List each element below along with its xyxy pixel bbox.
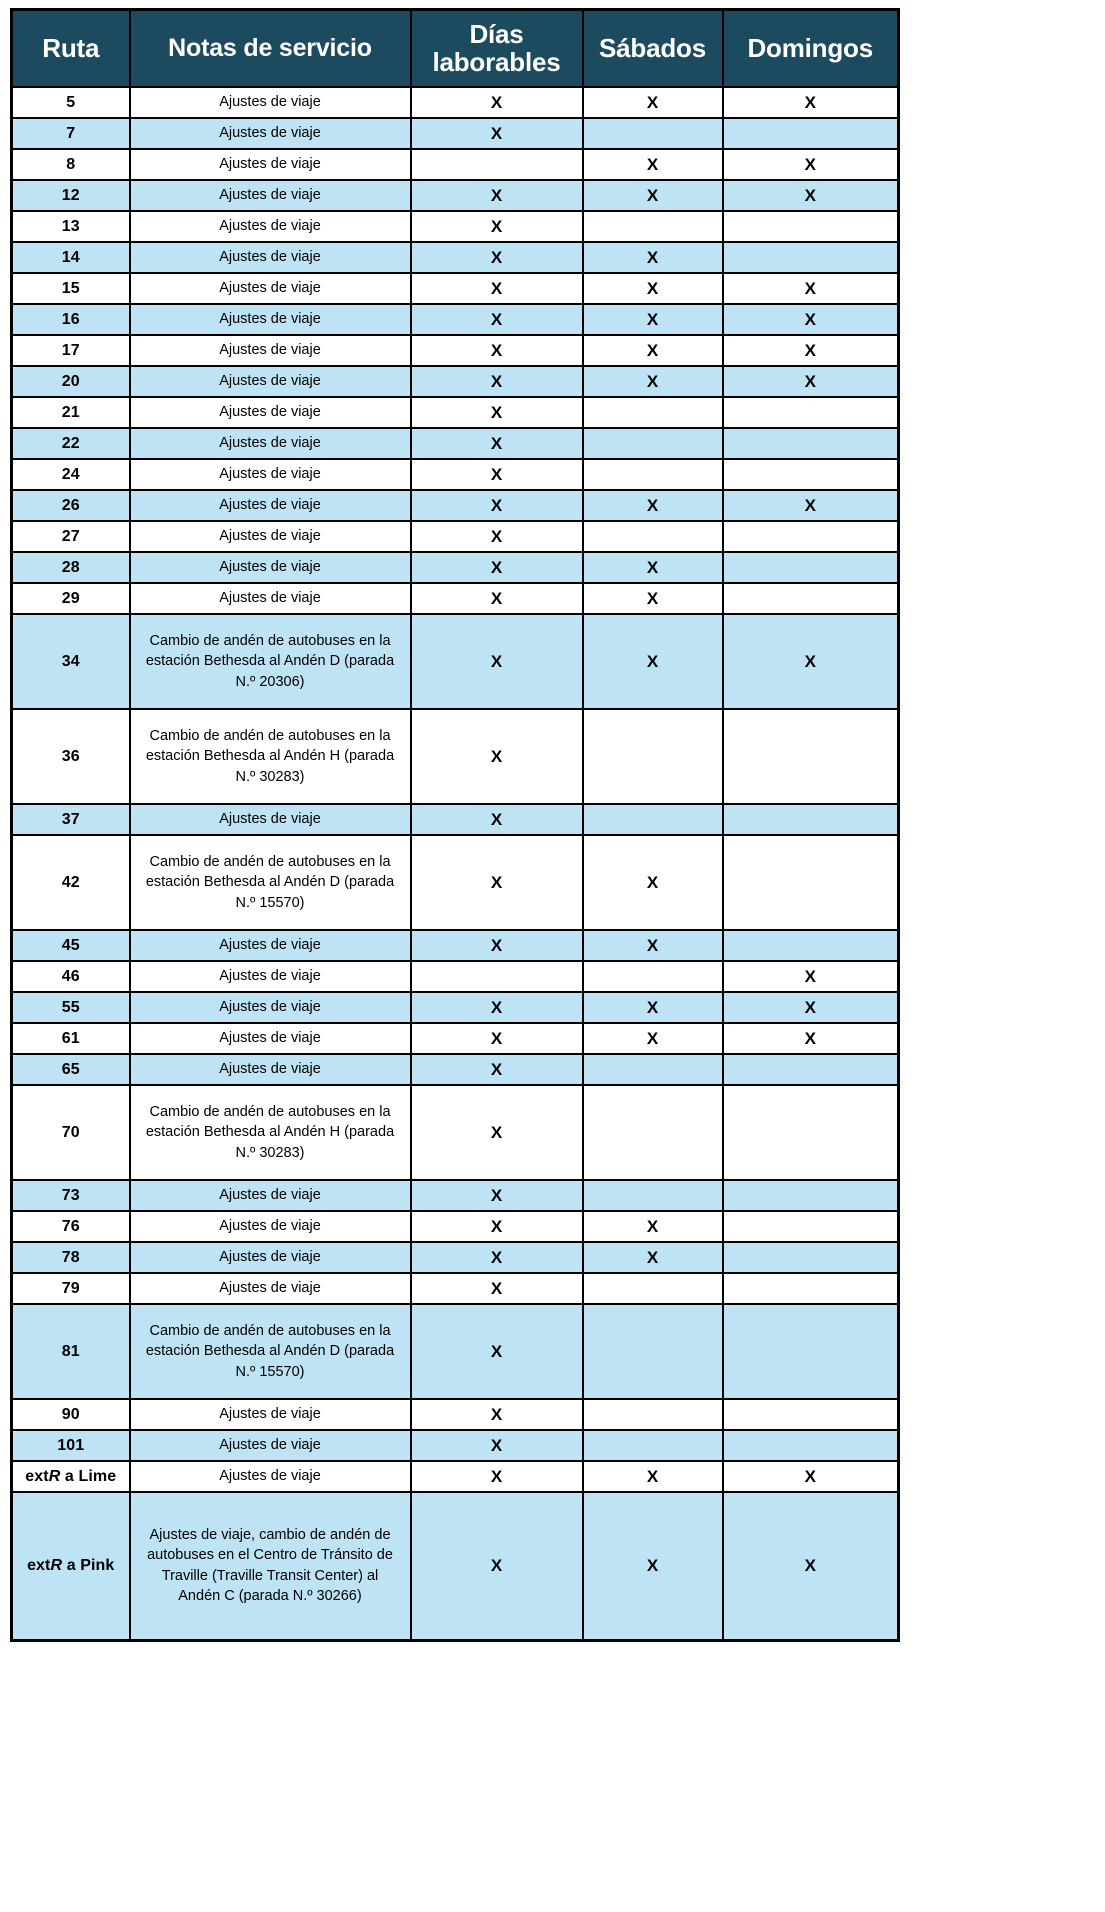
cell-service-notes: Ajustes de viaje: [130, 1242, 411, 1273]
table-row: [12, 304, 899, 335]
table-row: [12, 1180, 899, 1211]
table-row: [12, 835, 899, 930]
table-row: [12, 992, 899, 1023]
table-row: [12, 614, 899, 709]
cell-service-notes: Ajustes de viaje: [130, 1273, 411, 1304]
table-row: [12, 961, 899, 992]
cell-weekday-mark: X: [411, 521, 583, 552]
cell-sunday-mark: [723, 211, 899, 242]
cell-sunday-mark: X: [723, 1492, 899, 1640]
cell-saturday-mark: [583, 1085, 723, 1180]
cell-service-notes: Ajustes de viaje, cambio de andén de autobuses en el Centro de Tránsito de Traville (Traville Transit Center) al Andén C (parada N.º 30266): [130, 1492, 411, 1640]
cell-weekday-mark: X: [411, 930, 583, 961]
header-row: [12, 10, 899, 88]
cell-weekday-mark: X: [411, 992, 583, 1023]
cell-saturday-mark: X: [583, 180, 723, 211]
cell-service-notes: Ajustes de viaje: [130, 397, 411, 428]
table-row: [12, 1211, 899, 1242]
cell-route: [12, 1492, 130, 1640]
cell-saturday-mark: [583, 521, 723, 552]
cell-saturday-mark: [583, 1399, 723, 1430]
cell-sunday-mark: X: [723, 961, 899, 992]
cell-route: 27: [12, 521, 130, 552]
table-header: [12, 10, 899, 88]
cell-sunday-mark: [723, 1242, 899, 1273]
table-row: [12, 1461, 899, 1492]
cell-sunday-mark: X: [723, 273, 899, 304]
cell-service-notes: Cambio de andén de autobuses en la estación Bethesda al Andén H (parada N.º 30283): [130, 709, 411, 804]
table-row: [12, 118, 899, 149]
service-changes-table: [10, 8, 900, 1642]
cell-saturday-mark: [583, 459, 723, 490]
table-row: [12, 930, 899, 961]
table-row: [12, 1399, 899, 1430]
cell-weekday-mark: X: [411, 835, 583, 930]
cell-weekday-mark: X: [411, 1211, 583, 1242]
table-row: [12, 180, 899, 211]
cell-sunday-mark: X: [723, 87, 899, 118]
cell-weekday-mark: X: [411, 304, 583, 335]
cell-weekday-mark: X: [411, 1399, 583, 1430]
cell-weekday-mark: X: [411, 273, 583, 304]
cell-weekday-mark: X: [411, 428, 583, 459]
cell-weekday-mark: [411, 961, 583, 992]
cell-sunday-mark: X: [723, 1461, 899, 1492]
cell-saturday-mark: X: [583, 1023, 723, 1054]
cell-service-notes: Ajustes de viaje: [130, 804, 411, 835]
cell-sunday-mark: [723, 521, 899, 552]
cell-route: 37: [12, 804, 130, 835]
table-row: [12, 1242, 899, 1273]
cell-weekday-mark: X: [411, 459, 583, 490]
cell-saturday-mark: [583, 1054, 723, 1085]
cell-saturday-mark: X: [583, 149, 723, 180]
route-prefix: ext: [27, 1556, 51, 1574]
cell-route: 76: [12, 1211, 130, 1242]
cell-saturday-mark: [583, 804, 723, 835]
cell-route: 79: [12, 1273, 130, 1304]
table-row: [12, 804, 899, 835]
cell-service-notes: Ajustes de viaje: [130, 428, 411, 459]
cell-service-notes: Ajustes de viaje: [130, 1211, 411, 1242]
cell-sunday-mark: X: [723, 180, 899, 211]
cell-weekday-mark: X: [411, 397, 583, 428]
cell-weekday-mark: X: [411, 1273, 583, 1304]
cell-saturday-mark: [583, 961, 723, 992]
cell-saturday-mark: X: [583, 87, 723, 118]
cell-sunday-mark: [723, 804, 899, 835]
cell-service-notes: Cambio de andén de autobuses en la estación Bethesda al Andén D (parada N.º 15570): [130, 835, 411, 930]
table-row: [12, 709, 899, 804]
cell-sunday-mark: [723, 1430, 899, 1461]
table-row: [12, 1023, 899, 1054]
cell-sunday-mark: [723, 835, 899, 930]
route-prefix: ext: [25, 1467, 49, 1485]
table-row: [12, 211, 899, 242]
cell-route: 65: [12, 1054, 130, 1085]
table-row: [12, 552, 899, 583]
cell-saturday-mark: X: [583, 992, 723, 1023]
cell-route: 13: [12, 211, 130, 242]
column-header-weekdays-line2: laborables: [432, 46, 561, 77]
table-row: [12, 397, 899, 428]
cell-sunday-mark: [723, 930, 899, 961]
cell-weekday-mark: X: [411, 1430, 583, 1461]
cell-route: 70: [12, 1085, 130, 1180]
cell-weekday-mark: X: [411, 87, 583, 118]
cell-weekday-mark: X: [411, 1085, 583, 1180]
table-row: [12, 1430, 899, 1461]
cell-weekday-mark: X: [411, 1180, 583, 1211]
table-row: [12, 273, 899, 304]
cell-route: 21: [12, 397, 130, 428]
cell-route: [12, 1461, 130, 1492]
cell-saturday-mark: X: [583, 1492, 723, 1640]
cell-saturday-mark: X: [583, 1211, 723, 1242]
cell-sunday-mark: X: [723, 304, 899, 335]
cell-route: 15: [12, 273, 130, 304]
cell-route: 46: [12, 961, 130, 992]
column-header-weekdays: [411, 10, 583, 88]
cell-service-notes: Ajustes de viaje: [130, 335, 411, 366]
cell-route: 20: [12, 366, 130, 397]
column-header-sundays: Domingos: [723, 10, 899, 88]
cell-service-notes: Ajustes de viaje: [130, 1399, 411, 1430]
cell-saturday-mark: [583, 709, 723, 804]
cell-sunday-mark: [723, 1273, 899, 1304]
cell-weekday-mark: X: [411, 242, 583, 273]
cell-sunday-mark: X: [723, 992, 899, 1023]
table-row: [12, 1054, 899, 1085]
cell-saturday-mark: X: [583, 835, 723, 930]
cell-route: 78: [12, 1242, 130, 1273]
cell-service-notes: Ajustes de viaje: [130, 1023, 411, 1054]
column-header-weekdays-line1: Días: [469, 19, 524, 49]
table-row: [12, 87, 899, 118]
cell-service-notes: Ajustes de viaje: [130, 242, 411, 273]
cell-saturday-mark: X: [583, 273, 723, 304]
cell-service-notes: Ajustes de viaje: [130, 552, 411, 583]
cell-saturday-mark: X: [583, 1242, 723, 1273]
cell-saturday-mark: X: [583, 1461, 723, 1492]
cell-sunday-mark: [723, 1180, 899, 1211]
cell-route: 8: [12, 149, 130, 180]
cell-sunday-mark: [723, 1085, 899, 1180]
cell-sunday-mark: X: [723, 149, 899, 180]
cell-sunday-mark: [723, 1054, 899, 1085]
cell-service-notes: Ajustes de viaje: [130, 211, 411, 242]
cell-service-notes: Ajustes de viaje: [130, 961, 411, 992]
cell-route: 90: [12, 1399, 130, 1430]
cell-service-notes: Ajustes de viaje: [130, 1430, 411, 1461]
cell-weekday-mark: X: [411, 1023, 583, 1054]
cell-service-notes: Ajustes de viaje: [130, 87, 411, 118]
cell-route: 7: [12, 118, 130, 149]
table-body: [12, 87, 899, 1640]
cell-saturday-mark: [583, 118, 723, 149]
cell-weekday-mark: X: [411, 366, 583, 397]
cell-weekday-mark: X: [411, 211, 583, 242]
cell-sunday-mark: [723, 428, 899, 459]
cell-saturday-mark: X: [583, 490, 723, 521]
cell-saturday-mark: X: [583, 335, 723, 366]
table-row: [12, 149, 899, 180]
table-row: [12, 583, 899, 614]
cell-service-notes: Ajustes de viaje: [130, 304, 411, 335]
cell-weekday-mark: X: [411, 804, 583, 835]
cell-service-notes: Ajustes de viaje: [130, 583, 411, 614]
cell-weekday-mark: X: [411, 583, 583, 614]
cell-sunday-mark: [723, 242, 899, 273]
cell-weekday-mark: X: [411, 1054, 583, 1085]
cell-sunday-mark: [723, 709, 899, 804]
cell-weekday-mark: [411, 149, 583, 180]
table-row: [12, 1304, 899, 1399]
cell-saturday-mark: [583, 1180, 723, 1211]
cell-weekday-mark: X: [411, 552, 583, 583]
cell-sunday-mark: [723, 459, 899, 490]
cell-sunday-mark: [723, 118, 899, 149]
cell-weekday-mark: X: [411, 1304, 583, 1399]
table-row: [12, 490, 899, 521]
cell-weekday-mark: X: [411, 180, 583, 211]
cell-service-notes: Ajustes de viaje: [130, 273, 411, 304]
cell-saturday-mark: X: [583, 614, 723, 709]
cell-saturday-mark: X: [583, 366, 723, 397]
cell-route: 73: [12, 1180, 130, 1211]
cell-sunday-mark: [723, 583, 899, 614]
cell-weekday-mark: X: [411, 1242, 583, 1273]
cell-saturday-mark: [583, 1273, 723, 1304]
cell-sunday-mark: [723, 1211, 899, 1242]
cell-saturday-mark: [583, 1304, 723, 1399]
route-italic-letter: R: [50, 1556, 63, 1574]
cell-saturday-mark: X: [583, 552, 723, 583]
cell-service-notes: Ajustes de viaje: [130, 1461, 411, 1492]
cell-route: 12: [12, 180, 130, 211]
cell-route: 55: [12, 992, 130, 1023]
cell-route: 14: [12, 242, 130, 273]
cell-weekday-mark: X: [411, 1461, 583, 1492]
cell-service-notes: Ajustes de viaje: [130, 521, 411, 552]
cell-service-notes: Ajustes de viaje: [130, 366, 411, 397]
cell-weekday-mark: X: [411, 335, 583, 366]
cell-saturday-mark: [583, 1430, 723, 1461]
column-header-saturdays: Sábados: [583, 10, 723, 88]
cell-route: 29: [12, 583, 130, 614]
column-header-service-notes: Notas de servicio: [130, 10, 411, 88]
cell-route: 26: [12, 490, 130, 521]
table-row: [12, 1273, 899, 1304]
cell-service-notes: Ajustes de viaje: [130, 118, 411, 149]
table-row: [12, 366, 899, 397]
cell-route: 34: [12, 614, 130, 709]
cell-route: 42: [12, 835, 130, 930]
cell-route: 16: [12, 304, 130, 335]
cell-service-notes: Ajustes de viaje: [130, 1180, 411, 1211]
cell-weekday-mark: X: [411, 614, 583, 709]
route-suffix: a Lime: [60, 1467, 117, 1485]
cell-saturday-mark: X: [583, 583, 723, 614]
table-row: [12, 335, 899, 366]
cell-route: 24: [12, 459, 130, 490]
cell-service-notes: Cambio de andén de autobuses en la estación Bethesda al Andén H (parada N.º 30283): [130, 1085, 411, 1180]
cell-saturday-mark: [583, 428, 723, 459]
table-row: [12, 459, 899, 490]
cell-route: 61: [12, 1023, 130, 1054]
cell-service-notes: Ajustes de viaje: [130, 1054, 411, 1085]
cell-sunday-mark: X: [723, 1023, 899, 1054]
cell-service-notes: Ajustes de viaje: [130, 992, 411, 1023]
cell-weekday-mark: X: [411, 118, 583, 149]
cell-service-notes: Ajustes de viaje: [130, 930, 411, 961]
cell-saturday-mark: X: [583, 242, 723, 273]
cell-route: 22: [12, 428, 130, 459]
cell-service-notes: Ajustes de viaje: [130, 149, 411, 180]
cell-saturday-mark: [583, 397, 723, 428]
cell-sunday-mark: [723, 552, 899, 583]
cell-route: 81: [12, 1304, 130, 1399]
route-suffix: a Pink: [62, 1556, 115, 1574]
cell-saturday-mark: [583, 211, 723, 242]
cell-sunday-mark: [723, 1304, 899, 1399]
cell-weekday-mark: X: [411, 709, 583, 804]
cell-route: 28: [12, 552, 130, 583]
cell-weekday-mark: X: [411, 490, 583, 521]
cell-sunday-mark: [723, 397, 899, 428]
cell-sunday-mark: [723, 1399, 899, 1430]
cell-service-notes: Ajustes de viaje: [130, 490, 411, 521]
cell-service-notes: Cambio de andén de autobuses en la estación Bethesda al Andén D (parada N.º 15570): [130, 1304, 411, 1399]
cell-sunday-mark: X: [723, 335, 899, 366]
cell-sunday-mark: X: [723, 614, 899, 709]
table-row: [12, 242, 899, 273]
cell-route: 101: [12, 1430, 130, 1461]
table-row: [12, 521, 899, 552]
cell-route: 45: [12, 930, 130, 961]
cell-sunday-mark: X: [723, 366, 899, 397]
cell-route: 36: [12, 709, 130, 804]
cell-service-notes: Ajustes de viaje: [130, 180, 411, 211]
cell-service-notes: Cambio de andén de autobuses en la estación Bethesda al Andén D (parada N.º 20306): [130, 614, 411, 709]
cell-route: 17: [12, 335, 130, 366]
table-row: [12, 1492, 899, 1640]
table-row: [12, 428, 899, 459]
cell-route: 5: [12, 87, 130, 118]
cell-saturday-mark: X: [583, 304, 723, 335]
cell-sunday-mark: X: [723, 490, 899, 521]
table-row: [12, 1085, 899, 1180]
cell-saturday-mark: X: [583, 930, 723, 961]
cell-service-notes: Ajustes de viaje: [130, 459, 411, 490]
column-header-route: Ruta: [12, 10, 130, 88]
route-italic-letter: R: [48, 1467, 61, 1485]
cell-weekday-mark: X: [411, 1492, 583, 1640]
